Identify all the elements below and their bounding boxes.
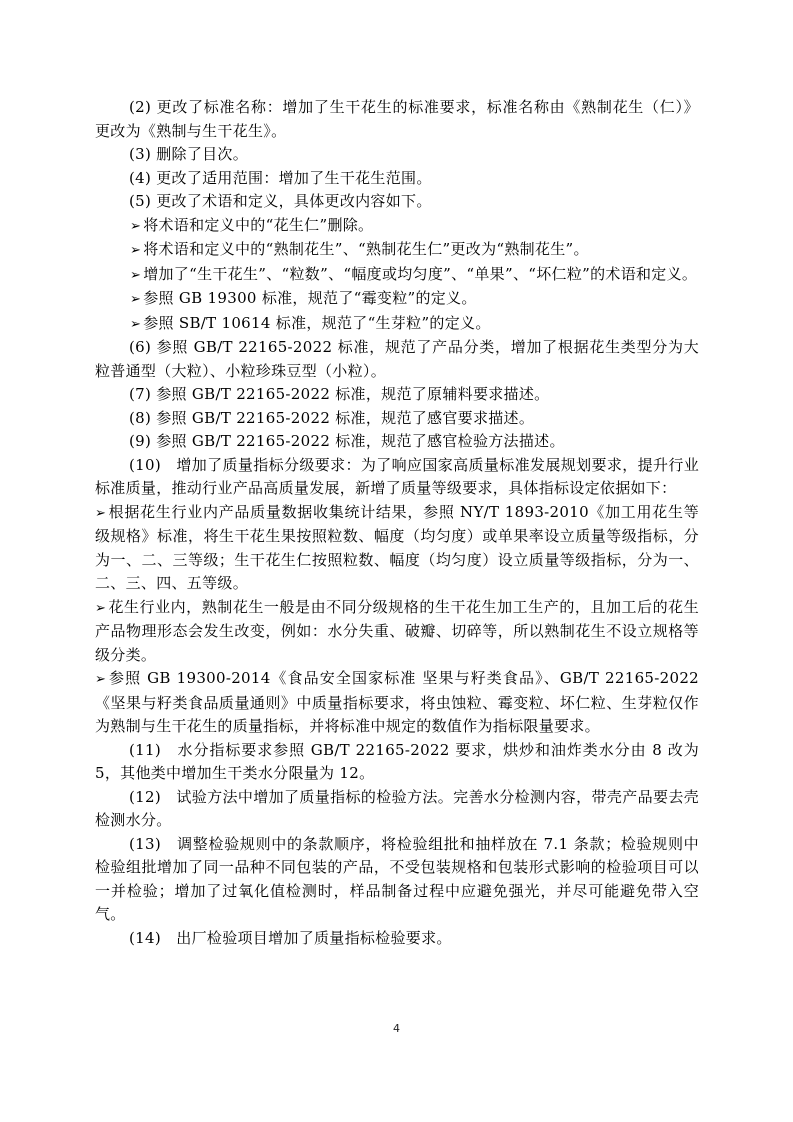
bullet-item <box>95 667 699 739</box>
bullet-text: 参照 SB/T 10614 标准，规范了“生芽粒”的定义。 <box>143 313 491 332</box>
paragraph-7: (7) 参照 GB/T 22165-2022 标准，规范了原辅料要求描述。 <box>129 385 550 403</box>
bullet-text: 将术语和定义中的“花生仁”删除。 <box>143 215 374 234</box>
paragraph-13: (13) 调整检验规则中的条款顺序，将检验组批和抽样放在 7.1 条款；检验规则中检验组批增加了同一品种不同包装的产品，不受包装规格和包装形式影响的检验项目可以一并检验；增加了过氧化值检测时，样品制备过程中应避免强光，并尽可能避免带入空气。 <box>95 834 699 923</box>
bullet-text: 花生行业内，熟制花生一般是由不同分级规格的生干花生加工生产的，且加工后的花生产品物理形态会发生改变，例如：水分失重、破瓣、切碎等，所以熟制花生不设立规格等级分类。 <box>95 597 699 664</box>
paragraph-6: (6) 参照 GB/T 22165-2022 标准，规范了产品分类，增加了根据花生类型分为大粒普通型（大粒）、小粒珍珠豆型（小粒）。 <box>95 338 699 380</box>
bullet-text: 参照 GB 19300 标准，规范了“霉变粒”的定义。 <box>143 289 477 307</box>
arrow-bullet-icon: ➢ <box>95 505 107 521</box>
paragraph-14: (14) 出厂检验项目增加了质量指标检验要求。 <box>129 928 452 947</box>
bullet-text: 参照 GB 19300-2014《食品安全国家标准 坚果与籽类食品》、GB/T 22165-2022《坚果与籽类食品质量通则》中质量指标要求，将虫蚀粒、霉变粒、坏仁粒、生芽粒仅作为熟制与生干花生的质量指标，并将标准中规定的数值作为指标限量要求。 <box>95 669 699 735</box>
paragraph-5: (5) 更改了术语和定义，具体更改内容如下。 <box>129 192 432 210</box>
page-number: 4 <box>393 1022 400 1035</box>
paragraph-2: (2) 更改了标准名称：增加了生干花生的标准要求，标准名称由《熟制花生（仁）》更改为《熟制与生干花生》。 <box>95 98 699 140</box>
bullet-item <box>95 263 699 288</box>
bullet-item <box>95 238 699 263</box>
paragraph-10: (10) 增加了质量指标分级要求：为了响应国家高质量标准发展规划要求，提升行业标准质量，推动行业产品高质量发展，新增了质量等级要求，具体指标设定依据如下： <box>95 455 699 497</box>
arrow-bullet-icon: ➢ <box>130 316 142 332</box>
paragraph-3: (3) 删除了目次。 <box>129 145 249 163</box>
bullet-text: 根据花生行业内产品质量数据收集统计结果，参照 NY/T 1893-2010《加工用花生等级规格》标准，将生干花生果按照粒数、幅度（均匀度）或单果率设立质量等级指标，分为一、二、三等级；生干花生仁按照粒数、幅度（均匀度）设立质量等级指标，分为一、二、三、四、五等级。 <box>95 502 699 592</box>
arrow-bullet-icon: ➢ <box>130 218 142 234</box>
bullet-item <box>95 596 699 668</box>
paragraph-11: (11) 水分指标要求参照 GB/T 22165-2022 要求，烘炒和油炸类水分由 8 改为 5，其他类中增加生干类水分限量为 12。 <box>95 740 699 782</box>
paragraph-9: (9) 参照 GB/T 22165-2022 标准，规范了感官检验方法描述。 <box>129 432 565 450</box>
arrow-bullet-icon: ➢ <box>130 243 142 258</box>
bullet-item <box>95 312 699 337</box>
bullet-item <box>95 501 699 596</box>
bullet-item <box>95 214 699 239</box>
paragraph-12: (12) 试验方法中增加了质量指标的检验方法。完善水分检测内容，带壳产品要去壳检测水分。 <box>95 787 699 829</box>
bullet-text: 将术语和定义中的“熟制花生”、“熟制花生仁”更改为“熟制花生”。 <box>143 240 589 258</box>
arrow-bullet-icon: ➢ <box>130 292 142 307</box>
document-body <box>95 96 699 996</box>
arrow-bullet-icon: ➢ <box>130 267 142 283</box>
arrow-bullet-icon: ➢ <box>95 672 107 687</box>
paragraph-8: (8) 参照 GB/T 22165-2022 标准，规范了感官要求描述。 <box>129 408 535 427</box>
bullet-text: 增加了“生干花生”、“粒数”、“幅度或均匀度”、“单果”、“坏仁粒”的术语和定义。 <box>143 264 698 283</box>
paragraph-4: (4) 更改了适用范围：增加了生干花生范围。 <box>129 168 432 187</box>
bullet-item <box>95 287 699 312</box>
arrow-bullet-icon: ➢ <box>95 600 107 616</box>
